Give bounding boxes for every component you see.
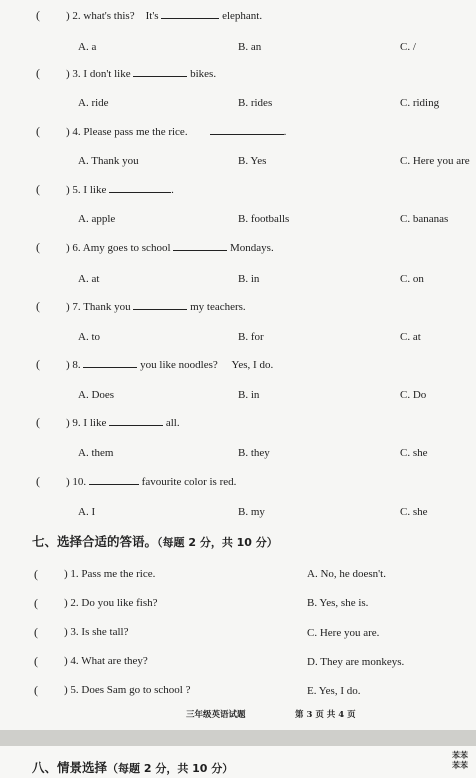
option-c: C. Here you are: [400, 155, 470, 167]
option-c: C. she: [400, 506, 428, 518]
option-a: A. ride: [78, 97, 109, 109]
exam-page-4: [0, 746, 476, 778]
question-text: ) 2. what's this? It's elephant.: [66, 10, 263, 22]
option-c: C. /: [400, 41, 416, 53]
footer-title: 三年级英语试题: [186, 710, 246, 720]
option-c: C. riding: [400, 97, 440, 109]
question-text: ) 5. I like .: [66, 184, 174, 196]
question-text: ) 8. you like noodles? Yes, I do.: [66, 359, 274, 371]
match-answer: A. No, he doesn't.: [307, 568, 386, 580]
option-c: C. at: [400, 331, 421, 343]
option-b: B. Yes: [238, 155, 267, 167]
option-a: A. I: [78, 506, 96, 518]
answer-paren: (: [34, 596, 38, 610]
match-question: ) 1. Pass me the rice.: [64, 568, 156, 580]
answer-paren: (: [36, 66, 40, 80]
section-note: （每题 2 分，共 10 分）: [107, 762, 234, 775]
section-title: 八、情景选择: [32, 760, 108, 775]
option-b: B. in: [238, 273, 260, 285]
option-a: A. Thank you: [78, 155, 139, 167]
option-a: A. them: [78, 447, 114, 459]
match-question: ) 5. Does Sam go to school ?: [64, 684, 191, 696]
option-b: B. my: [238, 506, 265, 518]
option-c: C. on: [400, 273, 424, 285]
match-question: ) 2. Do you like fish?: [64, 597, 158, 609]
question-text: ) 10. favourite color is red.: [66, 476, 237, 488]
option-c: C. she: [400, 447, 428, 459]
answer-paren: (: [36, 182, 40, 196]
match-answer: C. Here you are.: [307, 627, 380, 639]
answer-paren: (: [36, 357, 40, 371]
answer-paren: (: [36, 8, 40, 22]
section-note: （每题 2 分，共 10 分）: [157, 536, 278, 549]
page-number: 第 3 页 共 4 页: [295, 710, 356, 720]
option-b: B. in: [238, 389, 260, 401]
option-b: B. they: [238, 447, 270, 459]
match-answer: B. Yes, she is.: [307, 597, 369, 609]
match-answer: E. Yes, I do.: [307, 685, 361, 697]
match-question: ) 4. What are they?: [64, 655, 148, 667]
option-b: B. rides: [238, 97, 273, 109]
answer-paren: (: [36, 474, 40, 488]
answer-paren: (: [36, 299, 40, 313]
option-b: B. footballs: [238, 213, 290, 225]
answer-paren: (: [34, 683, 38, 697]
section-title: 七、选择合适的答语。: [32, 534, 158, 549]
section-7-heading: [32, 534, 278, 551]
option-c: C. Do: [400, 389, 427, 401]
answer-paren: (: [36, 415, 40, 429]
match-answer: D. They are monkeys.: [307, 656, 405, 668]
option-c: C. bananas: [400, 213, 449, 225]
option-a: A. apple: [78, 213, 116, 225]
corner-mark: 苯苯: [452, 761, 468, 770]
question-text: ) 4. Please pass me the rice. .: [66, 126, 287, 138]
option-a: A. to: [78, 331, 100, 343]
match-question: ) 3. Is she tall?: [64, 626, 129, 638]
answer-paren: (: [36, 240, 40, 254]
option-b: B. an: [238, 41, 262, 53]
page-gap: [0, 730, 476, 746]
question-text: ) 6. Amy goes to school Mondays.: [66, 242, 274, 254]
answer-paren: (: [34, 625, 38, 639]
answer-paren: (: [34, 567, 38, 581]
option-a: A. a: [78, 41, 97, 53]
question-text: ) 3. I don't like bikes.: [66, 68, 217, 80]
corner-mark: 苯苯: [452, 751, 468, 760]
option-b: B. for: [238, 331, 264, 343]
option-a: A. at: [78, 273, 100, 285]
answer-paren: (: [36, 124, 40, 138]
answer-paren: (: [34, 654, 38, 668]
section-8-heading: [32, 760, 233, 777]
question-text: ) 9. I like all.: [66, 417, 180, 429]
question-text: ) 7. Thank you my teachers.: [66, 301, 246, 313]
option-a: A. Does: [78, 389, 115, 401]
